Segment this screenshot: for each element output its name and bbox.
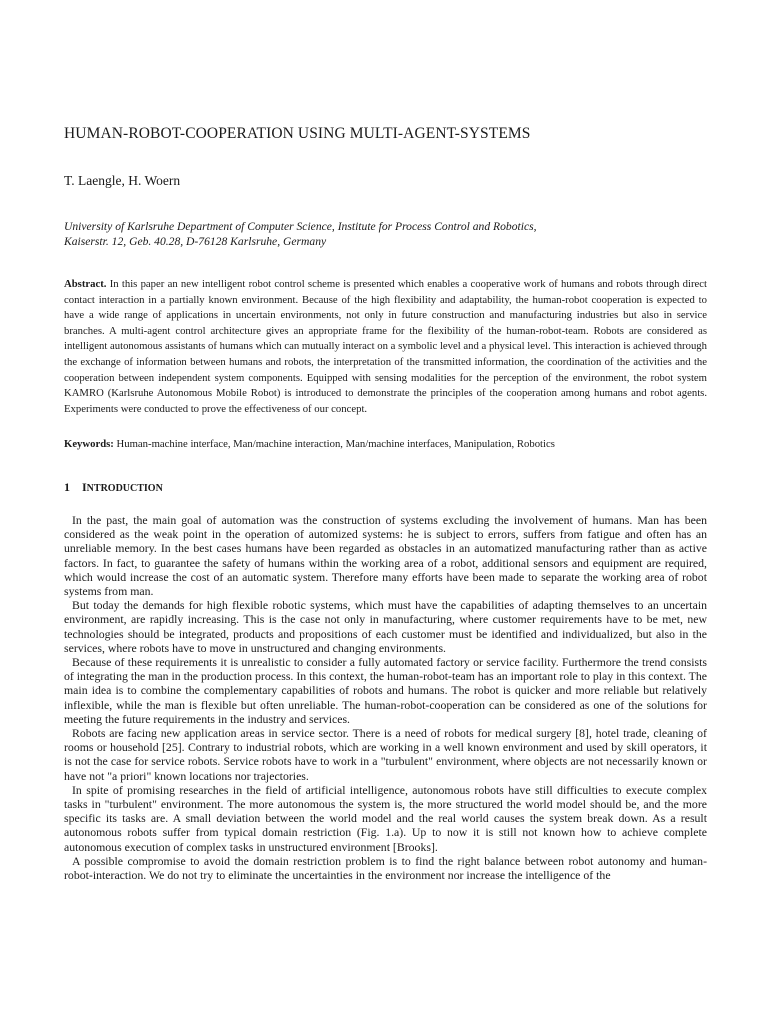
affiliation-line-2: Kaiserstr. 12, Geb. 40.28, D-76128 Karlsruhe, Germany	[64, 235, 327, 248]
affiliation-line-1: University of Karlsruhe Department of Computer Science, Institute for Process Control and Robotics,	[64, 220, 537, 233]
section-heading	[64, 480, 163, 495]
keywords	[64, 437, 707, 452]
paragraph: Because of these requirements it is unrealistic to consider a fully automated factory or service facility. Furthermore the trend consists of integrating the man in the production process. In this context, the human-robot-team has an important role to play in this context. The main idea is to combine the complementary capabilities of robots and humans. The robot is quicker and more reliable but relatively inflexible, while the man is flexible but often unreliable. The human-robot-cooperation can be considered as one of the solutions for meeting the future requirements in the industry and services.	[64, 655, 707, 726]
paragraph: A possible compromise to avoid the domain restriction problem is to find the right balance between robot autonomy and human-robot-interaction. We do not try to eliminate the uncertainties in the environment nor increase the intelligence of the	[64, 853, 707, 883]
keywords-text: Human-machine interface, Man/machine interaction, Man/machine interfaces, Manipulation, Robotics	[116, 438, 555, 450]
section-title-initial: I	[82, 480, 87, 494]
paragraph: In the past, the main goal of automation was the construction of systems excluding the involvement of humans. Man has been considered as the weak point in the operation of automized systems: he is subject to errors, suffers from fatigue and often has an unreliable memory. In the best cases humans have been regarded as obstacles in an automatized manufacturing rather than as active factors. In fact, to guarantee the safety of humans within the working area of a robot, additional sensors and equipment are required, which would increase the cost of an automatic system. Therefore many efforts have been made to separate the working area of robot systems from man.	[64, 513, 707, 599]
paragraph: But today the demands for high flexible robotic systems, which must have the capabilities of adapting themselves to an uncertain environment, are rapidly increasing. This is the case not only in manufacturing, where customer requirements have to be met, new technologies should be integrated, products and propositions of each customer must be identified and individualized, but also in the services, where robots have to move in unstructured and changing environments.	[64, 598, 707, 655]
paragraph: Robots are facing new application areas in service sector. There is a need of robots for medical surgery [8], hotel trade, cleaning of rooms or household [25]. Contrary to industrial robots, which are working in a well known environment and used by skill operators, it is not the case for service robots. Service robots have to work in a "turbulent" environment, where objects are not necessarily known or have not "a priori" known locations nor trajectories.	[64, 726, 707, 783]
section-title-rest: NTRODUCTION	[86, 483, 163, 494]
abstract	[64, 277, 707, 417]
paper-authors: T. Laengle, H. Woern	[64, 173, 181, 188]
affiliation	[64, 219, 724, 249]
paragraph: In spite of promising researches in the field of artificial intelligence, autonomous robots have still difficulties to execute complex tasks in "turbulent" environment. The more autonomous the system is, the more structured the world model should be, and the more specific its tasks are. A small deviation between the world model and the real world causes the system break down. As a result autonomous robots suffer from typical domain restriction (Fig. 1.a). Up to now it is still not known how to achieve complete autonomous execution of complex tasks in unstructured environment [Brooks].	[64, 782, 707, 854]
section-number: 1	[64, 480, 70, 494]
section-body	[64, 513, 707, 882]
keywords-label: Keywords:	[64, 438, 114, 450]
abstract-label: Abstract.	[64, 278, 107, 290]
abstract-text: In this paper an new intelligent robot control scheme is presented which enables a cooperative work of humans and robots through direct contact interaction in a partially known environment. Because of the high flexibility and adaptability, the human-robot cooperation is expected to have a wide range of applications in uncertain environments, not only in future construction and manufacturing industries but also in service branches. A multi-agent control architecture gives an appropriate frame for the flexibility of the human-robot-team. Robots are considered as intelligent autonomous assistants of humans which can mutually interact on a symbolic level and a physical level. This interaction is achieved through the exchange of information between humans and robots, the interpretation of the transmitted information, the coordination of the activities and the cooperation between independent system components. Equipped with sensing modalities for the perception of the environment, the robot system KAMRO (Karlsruhe Autonomous Mobile Robot) is introduced to demonstrate the principles of the cooperation among humans and robot agents. Experiments were conducted to prove the effectiveness of our concept.	[64, 278, 708, 415]
paper-title: HUMAN-ROBOT-COOPERATION USING MULTI-AGENT-SYSTEMS	[64, 125, 531, 142]
